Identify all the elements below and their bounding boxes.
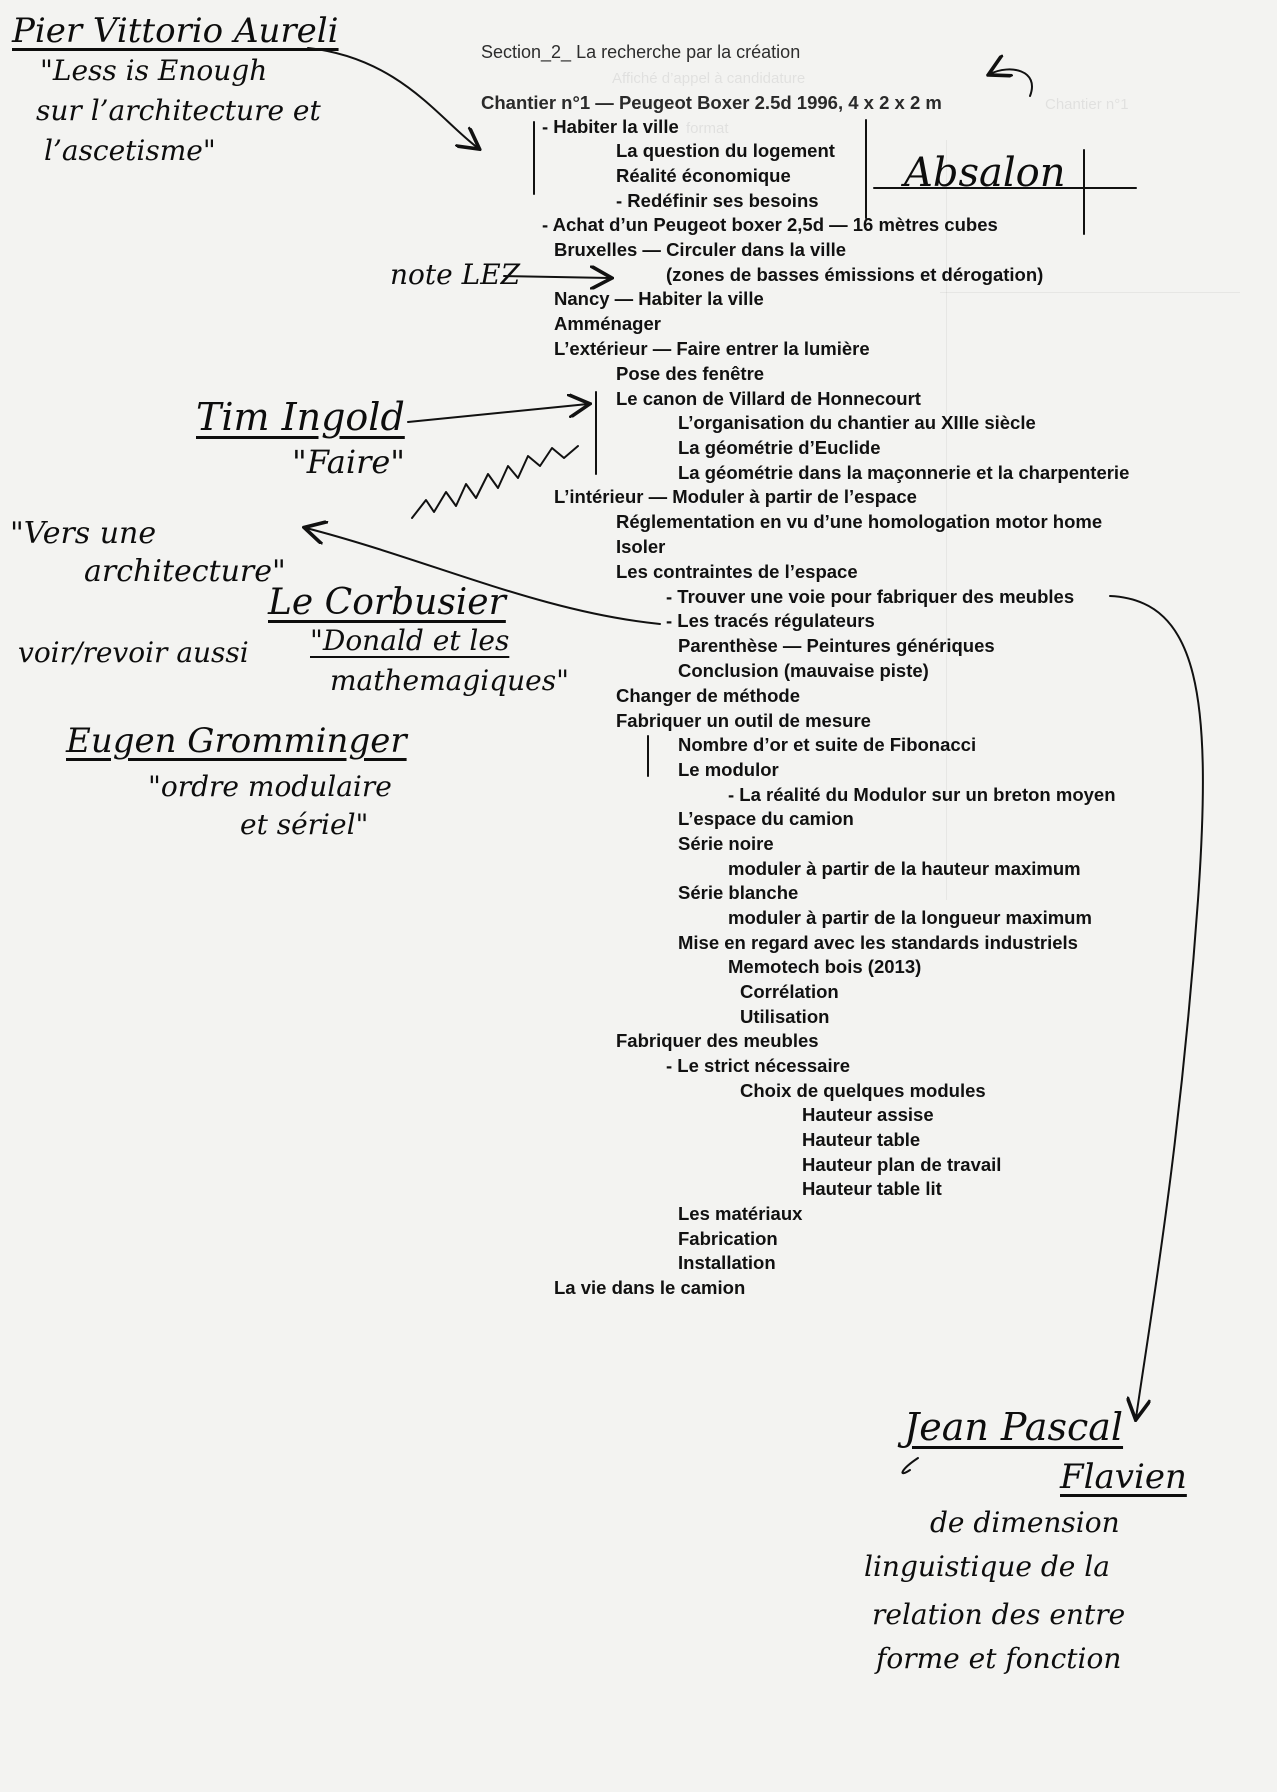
chantier-title: Chantier n°1 — Peugeot Boxer 2.5d 1996, 4 x 2 x 2 m: [481, 92, 942, 113]
outline-item: Memotech bois (2013): [728, 956, 922, 977]
outline-item: Hauteur table: [802, 1129, 921, 1150]
outline-item: Série noire: [678, 833, 774, 854]
outline-item: Changer de méthode: [616, 685, 800, 706]
outline-item: - Le strict nécessaire: [666, 1055, 851, 1076]
outline-item: - La réalité du Modulor sur un breton moyen: [728, 784, 1116, 805]
outline-item: Installation: [678, 1252, 776, 1273]
annotation-le-corbusier: Le Corbusier: [268, 582, 506, 623]
annotation-ordre-modulaire: "ordre modulaire: [148, 770, 392, 803]
outline-item: - Habiter la ville: [542, 116, 679, 137]
annotation-tim-ingold: Tim Ingold: [196, 395, 405, 439]
outline-item: Isoler: [616, 536, 666, 557]
annotation-pier-vittorio: Pier Vittorio Aureli: [12, 11, 339, 51]
ghost-text: Chantier n°1: [1045, 96, 1129, 113]
annotation-dimension-1: de dimension: [930, 1506, 1120, 1539]
annotation-dimension-4: forme et fonction: [876, 1642, 1122, 1675]
annotation-donald: "Donald et les: [310, 624, 510, 657]
outline-item: Utilisation: [740, 1006, 830, 1027]
outline-item: moduler à partir de la hauteur maximum: [728, 858, 1081, 879]
outline-item: (zones de basses émissions et dérogation): [666, 264, 1044, 285]
annotation-vers-une: "Vers une: [10, 516, 157, 551]
outline-item: - Les tracés régulateurs: [666, 610, 875, 631]
ghost-text: Affiché d’appel à candidature: [612, 70, 806, 87]
section-title: Section_2_ La recherche par la création: [481, 42, 801, 62]
outline-item: La vie dans le camion: [554, 1277, 746, 1298]
outline-item: La question du logement: [616, 140, 835, 161]
outline-item: Choix de quelques modules: [740, 1080, 986, 1101]
outline-item: L’organisation du chantier au XIIIe siècle: [678, 412, 1036, 433]
annotation-architecture: architecture": [84, 554, 286, 589]
outline-item: Les matériaux: [678, 1203, 803, 1224]
outline-item: - Redéfinir ses besoins: [616, 190, 819, 211]
outline-item: Mise en regard avec les standards industriels: [678, 932, 1078, 953]
arrow-aureli: [308, 48, 478, 148]
outline-item: L’intérieur — Moduler à partir de l’espace: [554, 486, 917, 507]
annotation-eugen-gromminger: Eugen Gromminger: [66, 721, 407, 761]
outline-item: Fabriquer des meubles: [616, 1030, 819, 1051]
annotation-note-lez: note LEZ: [390, 258, 521, 291]
outline-item: La géométrie d’Euclide: [678, 437, 881, 458]
outline-item: Série blanche: [678, 882, 799, 903]
outline-item: - Achat d’un Peugeot boxer 2,5d — 16 mètres cubes: [542, 214, 998, 235]
outline-item: Fabrication: [678, 1228, 778, 1249]
outline-item: Le canon de Villard de Honnecourt: [616, 388, 921, 409]
annotation-sur-architecture: sur l’architecture et: [36, 94, 321, 127]
outline-item: Réglementation en vu d’une homologation motor home: [616, 511, 1103, 532]
outline-item: Les contraintes de l’espace: [616, 561, 858, 582]
annotation-absalon: Absalon: [904, 150, 1066, 196]
annotation-ascetisme: l’ascetisme": [44, 134, 216, 167]
flourish-jean-pascal: [902, 1458, 918, 1473]
outline-item: Pose des fenêtre: [616, 363, 765, 384]
outline-item: Bruxelles — Circuler dans la ville: [554, 239, 847, 260]
ghost-text: format: [686, 120, 729, 137]
ghost-rule: [940, 292, 1240, 293]
annotation-mathemagiques: mathemagiques": [330, 664, 569, 697]
arrow-tim-ingold: [408, 404, 588, 422]
outline-item: Hauteur table lit: [802, 1178, 942, 1199]
outline-item: - Trouver une voie pour fabriquer des meubles: [666, 586, 1075, 607]
outline-item: Réalité économique: [616, 165, 791, 186]
annotation-jean-pascal: Jean Pascal: [904, 1405, 1124, 1449]
outline-item: Hauteur plan de travail: [802, 1154, 1002, 1175]
outline-item: Nancy — Habiter la ville: [554, 288, 764, 309]
annotation-dimension-3: relation des entre: [872, 1598, 1126, 1631]
outline-item: La géométrie dans la maçonnerie et la charpenterie: [678, 462, 1130, 483]
annotation-faire: "Faire": [292, 443, 406, 481]
outline-item: Hauteur assise: [802, 1104, 934, 1125]
outline-item: Nombre d’or et suite de Fibonacci: [678, 734, 977, 755]
outline-item: Amménager: [554, 313, 661, 334]
arrow-flavien: [1110, 596, 1203, 1418]
outline-item: Parenthèse — Peintures génériques: [678, 635, 995, 656]
annotation-less-enough: "Less is Enough: [40, 54, 268, 87]
annotation-flavien: Flavien: [1060, 1457, 1187, 1497]
outline-item: L’espace du camion: [678, 808, 854, 829]
outline-item: Conclusion (mauvaise piste): [678, 660, 929, 681]
outline-item: Fabriquer un outil de mesure: [616, 710, 871, 731]
annotation-voir-revoir: voir/revoir aussi: [18, 636, 249, 669]
outline-item: moduler à partir de la longueur maximum: [728, 907, 1092, 928]
outline-item: L’extérieur — Faire entrer la lumière: [554, 338, 870, 359]
annotation-et-seriel: et sériel": [240, 808, 369, 841]
curved-arrow-icon: [990, 69, 1032, 96]
outline-item: Le modulor: [678, 759, 779, 780]
outline-item: Corrélation: [740, 981, 839, 1002]
annotation-dimension-2: linguistique de la: [864, 1550, 1110, 1583]
